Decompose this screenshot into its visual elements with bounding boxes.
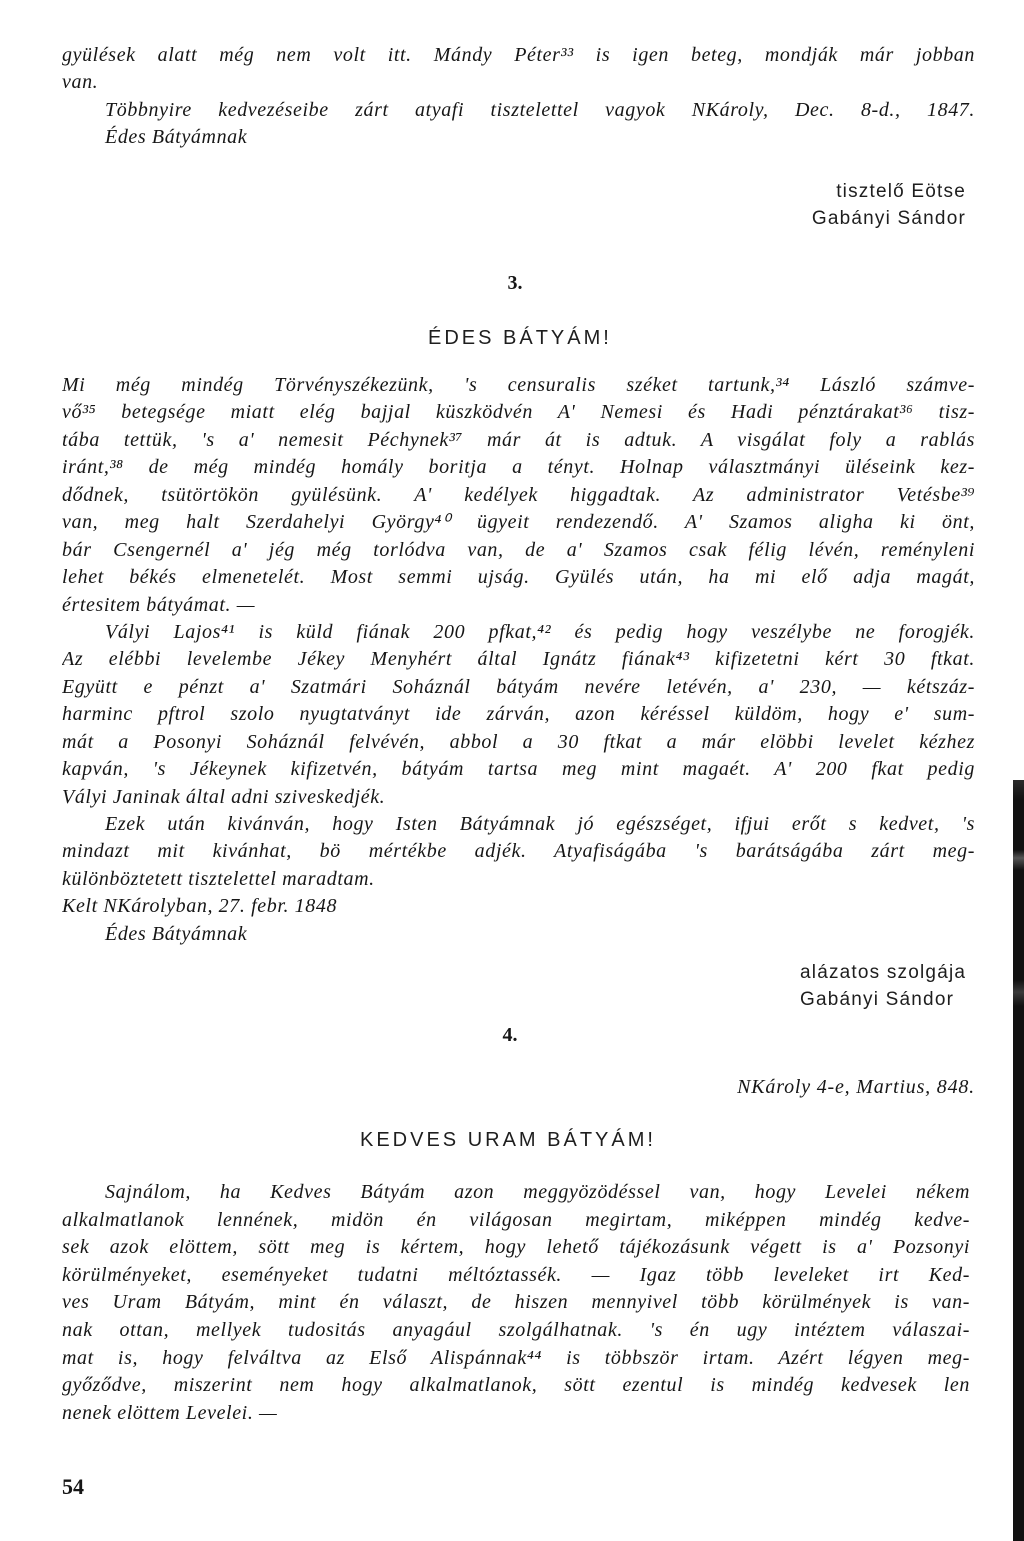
text-line: Édes Bátyámnak	[105, 125, 248, 148]
text-line: Együtt e pénzt a' Szatmári Soháznál bátyám nevére letévén, a' 230, — kétszáz-	[62, 675, 975, 698]
text-line: különböztetett tisztelettel maradtam.	[62, 867, 375, 890]
text-line: nenek elöttem Levelei. —	[62, 1401, 278, 1424]
text-line: bár Csengernél a' jég még torlódva van, de a' Szamos csak félig lévén, reményleni	[62, 538, 975, 561]
text-line: Sajnálom, ha Kedves Bátyám azon meggyözödéssel van, hogy Levelei nékem	[105, 1181, 970, 1203]
signature-line: alázatos szolgája	[800, 962, 967, 983]
text-line: mindazt mit kivánhat, bö mértékbe adjék. Atyafiságába 's barátságába zárt meg-	[62, 840, 975, 863]
previous-letter-closing	[62, 42, 975, 151]
text-line: mat is, hogy felváltva az Első Alispánnak⁴⁴ is többször irtam. Azért légyen meg-	[62, 1346, 970, 1369]
text-line: nak ottan, mellyek tudositás anyagául szolgálhatnak. 's én ugy intéztem válaszai-	[62, 1318, 970, 1341]
letter-salutation: ÉDES BÁTYÁM!	[428, 327, 612, 349]
text-line: ves Uram Bátyám, mint én választ, de hiszen mennyivel több körülmények is van-	[62, 1291, 970, 1314]
text-line: van, meg halt Szerdahelyi György⁴⁰ ügyeit rendezendő. A' Szamos aligha ki önt,	[62, 511, 975, 534]
text-line: Kelt NKárolyban, 27. febr. 1848	[62, 895, 338, 918]
text-line: alkalmatlanok lennének, midön én világosan megirtam, miképpen mindég kedve-	[62, 1208, 970, 1231]
text-line: körülményeket, eseményeket tudatni méltóztassék. — Igaz több leveleket irt Ked-	[62, 1263, 970, 1286]
previous-letter-signature	[812, 178, 966, 232]
page-number: 54	[62, 1474, 84, 1499]
text-line: győződve, miszerint nem hogy alkalmatlanok, sött ezentul is mindég kedvesek len	[62, 1374, 970, 1397]
text-line: dődnek, tsütörtökön gyülésünk. A' kedélyek higgadtak. Az administrator Vetésbe³⁹	[62, 483, 975, 506]
text-line: tába tettük, 's a' nemesit Péchynek³⁷ már át is adtuk. A visgálat foly a rablás	[62, 428, 975, 451]
text-line: van.	[62, 71, 99, 94]
letter-salutation: KEDVES URAM BÁTYÁM!	[360, 1129, 656, 1151]
letter-number: 3.	[507, 272, 523, 294]
letter-dateline: NKároly 4-e, Martius, 848.	[737, 1076, 975, 1098]
signature-line: tisztelő Eötse	[836, 181, 966, 202]
text-line: lehet békés elmenetelét. Most semmi ujság. Gyülés után, ha mi elő adja magát,	[62, 566, 975, 589]
text-line: Az elébbi levelembe Jékey Menyhért által Ignátz fiának⁴³ kifizetetni kért 30 ftkat.	[62, 648, 975, 671]
letter-signature	[800, 959, 966, 1013]
text-line: vő³⁵ betegsége miatt elég bajjal küszködvén A' Nemesi és Hadi pénztárakat³⁶ tisz-	[62, 401, 975, 424]
signature-line: Gabányi Sándor	[811, 208, 966, 229]
text-line: Mi még mindég Törvényszékezünk, 's censuralis széket tartunk,³⁴ László számve-	[62, 374, 975, 396]
text-line: Többnyire kedvezéseibe zárt atyafi tisztelettel vagyok NKároly, Dec. 8-d., 1847.	[105, 98, 975, 121]
letter-number: 4.	[502, 1024, 518, 1046]
text-line: gyülések alatt még nem volt itt. Mándy Péter³³ is igen beteg, mondják már jobban	[62, 44, 975, 66]
text-line: sek azok elöttem, sött meg is kértem, hogy lehető tájékozásunk végett is a' Pozsonyi	[62, 1236, 970, 1259]
scan-edge-shadow	[1013, 780, 1024, 1541]
text-line: mát a Posonyi Soháznál felvévén, abbol a 30 ftkat a már elöbbi levelet kézhez	[62, 730, 975, 753]
text-line: Vályi Janinak által adni sziveskedjék.	[62, 785, 386, 808]
text-line: Ezek után kivánván, hogy Isten Bátyámnak jó egészséget, ifjui erőt s kedvet, 's	[105, 813, 975, 835]
text-line: Édes Bátyámnak	[105, 922, 248, 945]
text-line: iránt,³⁸ de még mindég homály boritja a tényt. Holnap választmányi üléseink kez-	[62, 456, 975, 479]
text-line: harminc pftrol szolo nyugtatványt ide zárván, azon kéréssel küldöm, hogy e' sum-	[62, 703, 975, 726]
signature-line: Gabányi Sándor	[800, 989, 955, 1010]
text-line: kapván, 's Jékeynek kifizetvén, bátyám tartsa meg mint magaét. A' 200 fkat pedig	[62, 758, 975, 781]
text-line: értesitem bátyámat. —	[62, 593, 256, 616]
letter-body	[62, 1179, 970, 1427]
letter-body	[62, 372, 975, 948]
text-line: Vályi Lajos⁴¹ is küld fiának 200 pfkat,⁴² és pedig hogy veszélybe ne forogjék.	[105, 620, 975, 643]
